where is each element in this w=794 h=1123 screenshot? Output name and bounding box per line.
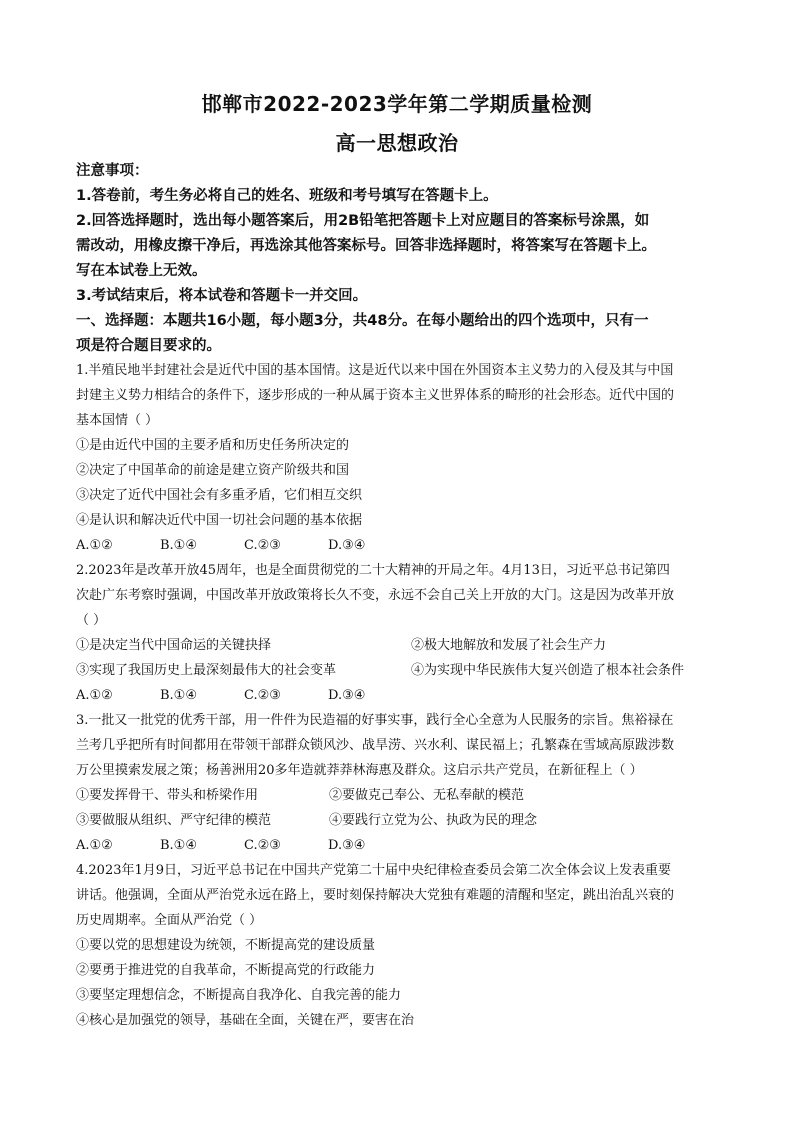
statement-item: ③要做服从组织、严守纪律的模范 (76, 813, 272, 828)
answer-options (76, 686, 412, 706)
question-stem: 次赴广东考察时强调，中国改革开放政策将长久不变，永远不会自己关上开放的大门。这是因为改革开放 (76, 588, 675, 603)
question-stem: 讲话。他强调，全面从严治党永远在路上，要时刻保持解决大党独有难题的清醒和坚定，跳出治乱兴衰的 (76, 888, 675, 903)
option-d: D.③④ (328, 838, 366, 853)
question-stem: （ ） (76, 613, 107, 628)
option-c: C.②③ (244, 538, 281, 553)
exam-title: 邯郸市2022-2023学年第二学期质量检测 (201, 92, 593, 116)
statement-item: ②要做克己奉公、无私奉献的模范 (329, 788, 525, 803)
question-stem: 4.2023年1月9日，习近平总书记在中国共产党第二十届中央纪律检查委员会第二次全体会议上发表重要 (76, 863, 672, 878)
question-stem: 历史周期率。全面从严治党（ ） (76, 913, 263, 928)
option-c: C.②③ (244, 688, 281, 703)
statement-item: ②要勇于推进党的自我革命，不断提高党的行政能力 (76, 963, 376, 978)
notes-line: 2.回答选择题时，选出每小题答案后，用2B铅笔把答题卡上对应题目的答案标号涂黑，如 (76, 213, 650, 229)
statement-item: ②极大地解放和发展了社会生产力 (411, 638, 607, 653)
statement-item: ③决定了近代中国社会有多重矛盾，它们相互交织 (76, 488, 363, 503)
option-a: A.①② (76, 688, 113, 703)
statement-item: ④核心是加强党的领导，基础在全面，关键在严，要害在治 (76, 1013, 415, 1028)
statement-item: ①要以党的思想建设为统领，不断提高党的建设质量 (76, 938, 376, 953)
notes-line: 3.考试结束后，将本试卷和答题卡一并交回。 (76, 288, 368, 304)
statement-item: ③要坚定理想信念，不断提高自我净化、自我完善的能力 (76, 988, 402, 1003)
section-line: 一、选择题：本题共16小题，每小题3分，共48分。在每小题给出的四个选项中，只有一 (76, 313, 649, 329)
question-stem: 封建主义势力相结合的条件下，逐步形成的一种从属于资本主义世界体系的畸形的社会形态。近代中国的 (76, 388, 675, 403)
statement-item: ④是认识和解决近代中国一切社会问题的基本依据 (76, 513, 363, 528)
option-a: A.①② (76, 538, 113, 553)
question-stem: 兰考几乎把所有时间都用在带领干部群众锁风沙、战旱涝、兴水利、谋民福上；孔繁森在雪域高原跋涉数 (76, 738, 675, 753)
section-line: 项是符合题目要求的。 (76, 338, 221, 354)
question-stem: 3.一批又一批党的优秀干部，用一件件为民造福的好事实事，践行全心全意为人民服务的宗旨。焦裕禄在 (76, 713, 674, 728)
statement-item: ③实现了我国历史上最深刻最伟大的社会变革 (76, 663, 337, 678)
option-c: C.②③ (244, 838, 281, 853)
answer-options (76, 536, 412, 556)
option-d: D.③④ (328, 538, 366, 553)
statement-item: ④为实现中华民族伟大复兴创造了根本社会条件 (411, 663, 685, 678)
question-stem: 万公里摸索发展之策；杨善洲用20多年造就莽莽林海惠及群众。这启示共产党员，在新征程上（ ） (76, 763, 643, 778)
question-stem: 基本国情（ ） (76, 413, 159, 428)
question-stem: 2.2023年是改革开放45周年，也是全面贯彻党的二十大精神的开局之年。4月13日，习近平总书记第四 (76, 563, 670, 578)
notes-heading: 注意事项： (76, 163, 149, 179)
option-d: D.③④ (328, 688, 366, 703)
statement-item: ②决定了中国革命的前途是建立资产阶级共和国 (76, 463, 350, 478)
notes-line: 需改动，用橡皮擦干净后，再选涂其他答案标号。回答非选择题时，将答案写在答题卡上。 (76, 238, 656, 254)
answer-options (76, 836, 412, 856)
statement-item: ①是由近代中国的主要矛盾和历史任务所决定的 (76, 438, 350, 453)
statement-item: ①是决定当代中国命运的关键抉择 (76, 638, 272, 653)
statement-item: ④要践行立党为公、执政为民的理念 (329, 813, 538, 828)
option-b: B.①④ (160, 538, 197, 553)
option-b: B.①④ (160, 688, 197, 703)
notes-line: 1.答卷前，考生务必将自己的姓名、班级和考号填写在答题卡上。 (76, 188, 498, 204)
statement-item: ①要发挥骨干、带头和桥梁作用 (76, 788, 259, 803)
exam-subject: 高一思想政治 (335, 131, 459, 155)
question-stem: 1.半殖民地半封建社会是近代中国的基本国情。这是近代以来中国在外国资本主义势力的入侵及其与中国 (76, 363, 674, 378)
notes-line: 写在本试卷上无效。 (76, 263, 207, 279)
option-b: B.①④ (160, 838, 197, 853)
option-a: A.①② (76, 838, 113, 853)
